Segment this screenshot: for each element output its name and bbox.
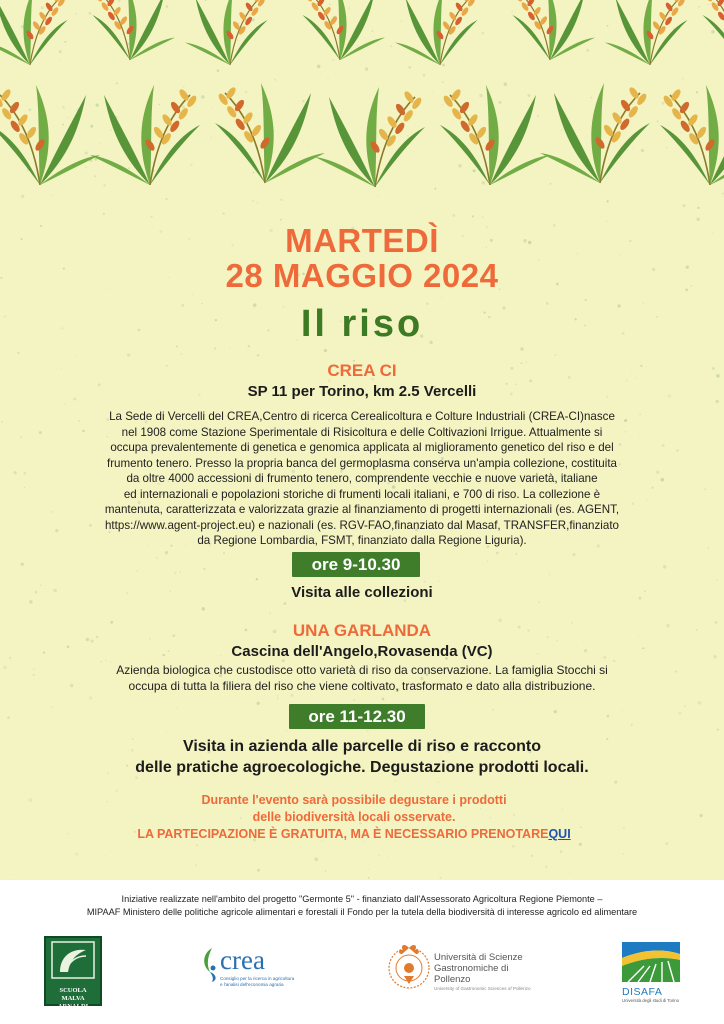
speckle-dot: [520, 347, 523, 350]
speckle-dot: [24, 487, 25, 488]
speckle-dot: [165, 551, 168, 554]
speckle-dot: [180, 571, 181, 572]
rice-sprig: [540, 83, 650, 183]
speckle-dot: [614, 781, 617, 784]
speckle-dot: [269, 612, 271, 614]
speckle-dot: [156, 557, 158, 559]
speckle-dot: [438, 580, 439, 581]
speckle-dot: [229, 347, 230, 348]
speckle-dot: [697, 218, 700, 221]
speckle-dot: [151, 216, 153, 218]
speckle-dot: [223, 552, 225, 554]
scuola-logo-line2: MALVA ARNALDI: [57, 995, 89, 1010]
rice-sprig: [605, 0, 688, 65]
stop2-activity: [0, 736, 724, 778]
speckle-dot: [196, 865, 197, 866]
speckle-dot: [175, 572, 177, 574]
speckle-dot: [17, 352, 19, 354]
disafa-wordmark: DISAFA: [622, 986, 663, 998]
speckle-dot: [382, 698, 385, 701]
desc-line: da Regione Lombardia, FSMT, finanziato dalla Regione Liguria).: [197, 534, 527, 547]
unisg-name-line1: Università di Scienze: [434, 952, 523, 963]
speckle-dot: [684, 553, 685, 554]
unisg-name-english: University of Gastronomic Sciences of Pollenzo: [434, 986, 531, 991]
speckle-dot: [33, 674, 35, 676]
speckle-dot: [14, 471, 17, 474]
speckle-dot: [545, 866, 547, 868]
desc-line: mantenuta, caratterizzata e valorizzata grazie al finanziamento di progetti internazionali (es. AGENT,: [104, 503, 620, 516]
rice-sprig: [303, 0, 386, 60]
speckle-dot: [368, 869, 369, 870]
rice-banner-illustration: [0, 0, 724, 205]
speckle-dot: [367, 730, 368, 731]
speckle-dot: [716, 400, 719, 403]
speckle-dot: [631, 724, 633, 726]
stop2-address: Cascina dell'Angelo,Rovasenda (VC): [231, 643, 493, 660]
speckle-dot: [368, 877, 370, 879]
desc-line: Azienda biologica che custodisce otto varietà di riso da conservazione. La famiglia Stocchi si: [116, 663, 608, 677]
speckle-dot: [438, 781, 439, 782]
speckle-dot: [512, 845, 515, 848]
speckle-dot: [697, 207, 699, 209]
speckle-dot: [280, 219, 282, 221]
registration-line: [0, 826, 716, 843]
speckle-dot: [353, 699, 355, 701]
speckle-dot: [214, 348, 216, 350]
speckle-dot: [257, 354, 260, 357]
speckle-dot: [585, 299, 587, 301]
stop2-time-badge: ore 11-12.30: [289, 704, 425, 729]
speckle-dot: [196, 844, 198, 846]
crea-wordmark: crea: [220, 945, 265, 975]
stop1-address: SP 11 per Torino, km 2.5 Vercelli: [247, 383, 477, 400]
speckle-dot: [708, 547, 710, 549]
note-line: Durante l'evento sarà possibile degustare i prodotti: [201, 793, 507, 807]
speckle-dot: [538, 601, 540, 603]
crea-logo: [198, 944, 295, 994]
stop1-description: [48, 409, 676, 549]
disafa-logo: [622, 942, 682, 1003]
speckle-dot: [570, 872, 571, 873]
register-link[interactable]: QUI: [548, 827, 571, 841]
rice-sprig: [215, 83, 325, 183]
footer-line: Iniziative realizzate nell'ambito del progetto "Germonte 5" - finanziato dall'Assessorato Agricoltura Regione Piemonte –: [121, 894, 603, 904]
speckle-dot: [277, 698, 279, 700]
registration-text: LA PARTECIPAZIONE È GRATUITA, MA È NECESSARIO PRENOTARE: [137, 827, 549, 841]
footer-line: MIPAAF Ministero delle politiche agricole alimentari e forestali il Fondo per la tutela della biodiversità di interesse agricolo ed alimentare: [86, 907, 638, 917]
speckle-dot: [290, 694, 293, 697]
speckle-dot: [394, 780, 396, 782]
speckle-dot: [324, 349, 327, 352]
desc-line: occupa prevalentemente di genetica e genomica applicata al miglioramento genetico del riso e del: [110, 441, 614, 454]
speckle-dot: [352, 403, 353, 404]
unisg-seal-icon: [386, 938, 432, 996]
stop1-org: CREA CI: [327, 361, 397, 380]
speckle-dot: [47, 869, 48, 870]
school-emblem-icon: [46, 938, 100, 982]
speckle-dot: [277, 695, 278, 696]
speckle-dot: [222, 212, 224, 214]
speckle-dot: [684, 705, 686, 707]
speckle-dot: [482, 216, 483, 217]
rice-sprig: [0, 0, 68, 65]
speckle-dot: [75, 853, 78, 856]
event-day: MARTEDÌ: [285, 222, 439, 259]
rice-sprig: [703, 0, 724, 60]
speckle-dot: [256, 578, 258, 580]
speckle-dot: [698, 701, 701, 704]
rice-sprig: [395, 0, 478, 65]
speckle-dot: [20, 436, 22, 438]
speckle-dot: [13, 874, 14, 875]
speckle-dot: [716, 579, 717, 580]
scuola-logo-line1: SCUOLA: [59, 987, 87, 994]
speckle-dot: [663, 565, 667, 569]
speckle-dot: [516, 553, 517, 554]
speckle-dot: [257, 869, 260, 872]
crea-subtitle-2: e l'analisi dell'economia agraria: [220, 982, 284, 987]
rice-sprig: [93, 0, 176, 60]
rice-sprig: [185, 0, 268, 65]
rice-sprig: [0, 85, 100, 185]
speckle-dot: [378, 855, 380, 857]
speckle-dot: [607, 715, 610, 718]
speckle-dot: [246, 612, 247, 613]
speckle-dot: [492, 709, 494, 711]
speckle-dot: [166, 730, 167, 731]
speckle-dot: [89, 696, 92, 699]
speckle-dot: [257, 702, 260, 705]
speckle-dot: [127, 353, 130, 356]
speckle-dot: [388, 856, 389, 857]
speckle-dot: [39, 441, 40, 442]
speckle-dot: [21, 563, 24, 566]
speckle-dot: [286, 730, 287, 731]
speckle-dot: [3, 666, 6, 669]
speckle-dot: [678, 712, 681, 715]
disafa-fields-icon: [622, 942, 680, 982]
speckle-dot: [579, 843, 582, 846]
speckle-dot: [283, 602, 286, 605]
speckle-dot: [64, 404, 65, 405]
speckle-dot: [496, 552, 499, 555]
speckle-dot: [656, 704, 657, 705]
desc-line: https://www.agent-project.eu) e nazionali (es. RGV-FAO,finanziato dal Masaf, TRANSFER,finanziato: [104, 518, 619, 532]
unisg-logo: [386, 938, 546, 1000]
rice-sprig: [90, 85, 200, 185]
speckle-dot: [103, 213, 105, 215]
speckle-dot: [572, 553, 575, 556]
desc-line: da oltre 4000 accessioni di frumento tenero, comprendente vecchie e nuove varietà, italiane: [126, 472, 598, 485]
speckle-dot: [487, 560, 488, 561]
note-line: delle biodiversità locali osservate.: [252, 810, 456, 824]
speckle-dot: [704, 489, 706, 491]
rice-sprig: [660, 85, 724, 185]
desc-line: ed internazionali e popolazioni storiche di frumenti locali italiani, e 700 di riso. La collezione è: [123, 487, 601, 501]
footer-funding-text: [10, 893, 714, 919]
rice-sprig: [513, 0, 596, 60]
speckle-dot: [176, 708, 177, 709]
event-topic: Il riso: [300, 303, 424, 345]
crea-leaf-icon: [198, 944, 222, 984]
speckle-dot: [472, 215, 474, 217]
speckle-dot: [554, 710, 557, 713]
desc-line: occupa di tutta la filiera del riso che viene coltivato, trasformato e dato alla distribuzione.: [128, 678, 596, 693]
desc-line: frumento tenero. Presso la propria banca del germoplasma conserva un'ampia collezione, costituita: [106, 456, 618, 470]
speckle-dot: [39, 431, 42, 434]
speckle-dot: [315, 858, 319, 862]
activity-line: delle pratiche agroecologiche. Degustazione prodotti locali.: [135, 759, 589, 776]
speckle-dot: [441, 297, 442, 298]
speckle-dot: [203, 568, 205, 570]
speckle-dot: [623, 853, 624, 854]
speckle-dot: [180, 353, 182, 355]
speckle-dot: [531, 855, 533, 857]
tasting-note: [0, 792, 716, 843]
desc-line: La Sede di Vercelli del CREA,Centro di ricerca Cerealicoltura e Colture Industriali (CREA-CI)nasce: [109, 410, 615, 423]
speckle-dot: [549, 574, 550, 575]
crea-subtitle-1: Consiglio per la ricerca in agricoltura: [220, 976, 295, 981]
activity-line: Visita in azienda alle parcelle di riso e racconto: [182, 738, 542, 755]
speckle-dot: [24, 472, 27, 475]
speckle-dot: [613, 660, 615, 662]
speckle-dot: [424, 581, 426, 583]
scuola-malva-arnaldi-logo: [44, 936, 102, 1010]
speckle-dot: [7, 716, 10, 719]
disafa-subtitle: Università degli studi di Torino: [622, 998, 680, 1003]
stop1-time-badge: ore 9-10.30: [292, 552, 420, 577]
unisg-name-line2: Gastronomiche di Pollenzo: [434, 963, 509, 985]
speckle-dot: [33, 668, 35, 670]
stop1-activity: Visita alle collezioni: [291, 584, 433, 601]
speckle-dot: [555, 354, 557, 356]
stop2-org: UNA GARLANDA: [292, 621, 432, 640]
rice-sprig: [440, 85, 550, 185]
speckle-dot: [1, 421, 3, 423]
speckle-dot: [622, 709, 623, 710]
rice-sprig: [315, 87, 425, 187]
event-date: 28 MAGGIO 2024: [225, 257, 499, 294]
speckle-dot: [51, 707, 52, 708]
speckle-dot: [717, 729, 719, 731]
speckle-dot: [75, 356, 76, 357]
speckle-dot: [676, 449, 678, 451]
speckle-dot: [325, 871, 326, 872]
speckle-dot: [136, 570, 138, 572]
speckle-dot: [439, 877, 441, 879]
stop2-description: [48, 663, 676, 694]
speckle-dot: [202, 607, 205, 610]
speckle-dot: [452, 214, 455, 217]
speckle-dot: [105, 855, 106, 856]
desc-line: nel 1908 come Stazione Sperimentale di Risicoltura e delle Coltivazioni Irrigue. Attualmente si: [121, 425, 603, 439]
speckle-dot: [560, 851, 563, 854]
